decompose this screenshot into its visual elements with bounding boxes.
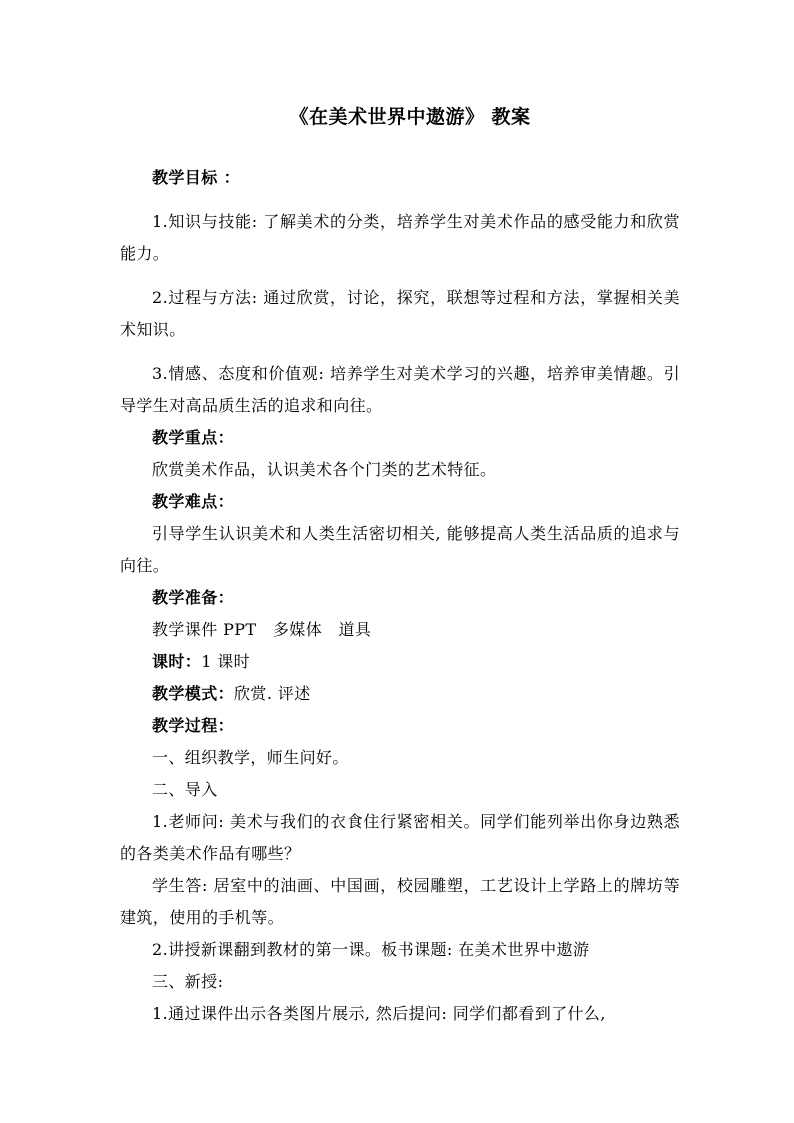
class-hours (120, 646, 680, 678)
process-step-2-1: 1.老师问: 美术与我们的衣食住行紧密相关。同学们能列举出你身边熟悉的各类美术作品有哪些？ (120, 812, 680, 863)
preparation-heading: 教学准备： (152, 588, 235, 607)
objectives-heading: 教学目标 ： (152, 168, 240, 187)
process-step-1: 一、组织教学，师生问好。 (152, 748, 349, 767)
key-points-heading: 教学重点： (152, 428, 235, 447)
teaching-mode-label: 教学模式： (152, 684, 235, 703)
process-step-2-2: 2.讲授新课翻到教材的第一课。板书课题: 在美术世界中遨游 (152, 940, 590, 959)
teaching-mode (120, 678, 680, 710)
process-step-3: 三、新授: (152, 972, 224, 991)
objective-2: 2.过程与方法: 通过欣赏，讨论，探究，联想等过程和方法，掌握相关美术知识。 (120, 288, 680, 339)
difficulties-heading: 教学难点： (152, 492, 235, 511)
document-page (120, 100, 680, 1030)
class-hours-label: 课时： (152, 652, 202, 671)
process-step-3-1: 1.通过课件出示各类图片展示, 然后提问: 同学们都看到了什么, (152, 1004, 606, 1023)
objective-3: 3.情感、态度和价值观: 培养学生对美术学习的兴趣，培养审美情趣。引导学生对高品质生活的追求和向往。 (120, 364, 680, 415)
process-step-2-answer: 学生答: 居室中的油画、中国画，校园雕塑，工艺设计上学路上的牌坊等建筑，使用的手机等。 (120, 876, 680, 927)
process-step-2: 二、导入 (152, 780, 218, 799)
process-heading: 教学过程： (152, 716, 235, 735)
difficulties-text: 引导学生认识美术和人类生活密切相关, 能够提高人类生活品质的追求与向往。 (120, 524, 680, 575)
key-points-text: 欣赏美术作品，认识美术各个门类的艺术特征。 (152, 460, 497, 479)
teaching-mode-value: 欣赏. 评述 (234, 684, 311, 703)
objective-1: 1.知识与技能: 了解美术的分类，培养学生对美术作品的感受能力和欣赏能力。 (120, 212, 680, 263)
class-hours-value: 1 课时 (201, 652, 251, 671)
preparation-text: 教学课件 PPT 多媒体 道具 (152, 620, 372, 639)
document-title: 《在美术世界中遨游》 教案 (289, 106, 531, 128)
